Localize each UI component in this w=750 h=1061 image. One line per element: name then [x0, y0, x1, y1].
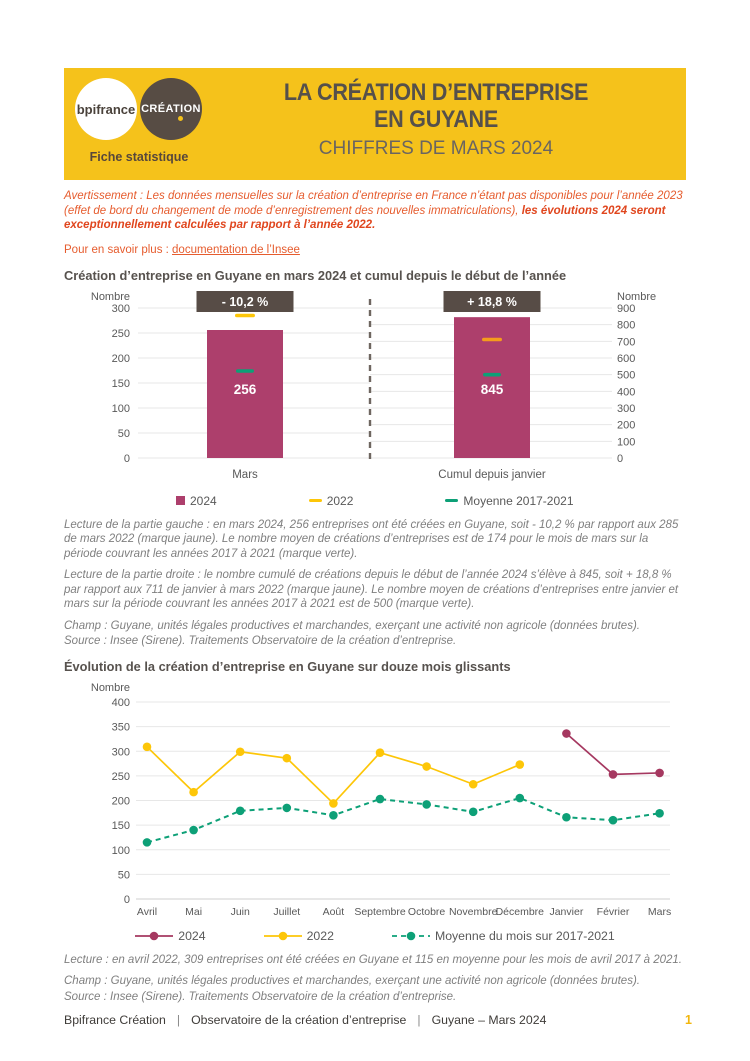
- reading-block-2: [64, 953, 686, 1005]
- creation-logo-dot-icon: [178, 116, 183, 121]
- svg-text:0: 0: [123, 893, 130, 906]
- footer-brand: Bpifrance Création: [64, 1013, 166, 1027]
- legend-item-moyenne-2017-2021: [445, 494, 573, 508]
- svg-text:845: 845: [480, 381, 504, 397]
- line-chart-twelve-months: [64, 682, 686, 943]
- svg-text:300: 300: [617, 402, 636, 415]
- legend-swatch-icon: [264, 930, 302, 942]
- page-title-line1: LA CRÉATION D’ENTREPRISE: [283, 79, 589, 106]
- svg-text:Novembre: Novembre: [448, 905, 498, 918]
- legend-swatch-icon: [135, 930, 173, 942]
- svg-text:150: 150: [111, 377, 130, 390]
- svg-text:Nombre: Nombre: [90, 681, 130, 694]
- svg-text:Avril: Avril: [136, 905, 158, 918]
- reading-block-1: [64, 518, 686, 649]
- footer-separator: |: [176, 1013, 181, 1027]
- svg-text:Nombre: Nombre: [617, 290, 657, 303]
- svg-text:700: 700: [617, 336, 636, 349]
- svg-text:800: 800: [617, 319, 636, 332]
- legend-swatch-icon: [392, 930, 430, 942]
- legend-label: 2022: [326, 493, 354, 508]
- svg-text:Juin: Juin: [230, 905, 250, 918]
- bpifrance-logo-text: bpifrance: [76, 101, 136, 117]
- legend-label: Moyenne 2017-2021: [463, 493, 574, 508]
- svg-text:250: 250: [111, 770, 130, 783]
- svg-text:100: 100: [617, 436, 636, 449]
- footer-observatory: Observatoire de la création d’entreprise: [191, 1013, 407, 1027]
- bar-chart-legend: [176, 494, 686, 508]
- lecture-gauche: Lecture de la partie gauche : en mars 2024, 256 entreprises ont été créées en Guyane, soit - 10,2 % par rapport aux 285 de mars 2022 (marque jaune). Le nombre moyen de créations d’entreprises est de 174 pour le mois de mars sur la période couvrant les années 2017 à 2021 (marque verte).: [64, 518, 679, 560]
- bar-chart-month-and-cumulative: [64, 291, 686, 508]
- svg-text:250: 250: [111, 327, 130, 340]
- bar-chart-canvas: [64, 291, 686, 490]
- svg-text:400: 400: [111, 696, 130, 709]
- legend-label: 2024: [190, 493, 217, 508]
- svg-text:50: 50: [117, 869, 130, 882]
- champ-note-1: Champ : Guyane, unités légales productives et marchandes, exerçant une activité non agricole (données brutes).: [64, 619, 640, 632]
- more-info-label: Pour en savoir plus :: [64, 244, 173, 257]
- lecture-droite: Lecture de la partie droite : le nombre cumulé de créations depuis le début de l’année 2024 s’élève à 845, soit + 18,8 % par rapport aux 711 de janvier à mars 2022 (marque jaune). Le nombre moyen de créations d’entreprises entre janvier et mars sur la période couvrant les années 2017 à 2021 est de 500 (marque verte).: [64, 569, 679, 611]
- svg-text:- 10,2 %: - 10,2 %: [221, 294, 269, 309]
- section1-title: Création d’entreprise en Guyane en mars 2024 et cumul depuis le début de l’année: [64, 267, 567, 283]
- legend-item-2024: [135, 929, 205, 943]
- svg-text:300: 300: [111, 302, 130, 315]
- legend-swatch-icon: [176, 496, 185, 505]
- svg-text:+ 18,8 %: + 18,8 %: [467, 294, 517, 309]
- svg-text:200: 200: [111, 352, 130, 365]
- svg-text:350: 350: [111, 721, 130, 734]
- svg-text:Juillet: Juillet: [273, 905, 301, 918]
- svg-text:Nombre: Nombre: [90, 290, 130, 303]
- warning-bold: les évolutions 2024 seront exceptionnellement calculées par rapport à l’année 2022.: [64, 204, 666, 232]
- svg-text:600: 600: [617, 352, 636, 365]
- svg-text:Octobre: Octobre: [407, 905, 446, 918]
- svg-text:Cumul depuis janvier: Cumul depuis janvier: [438, 468, 546, 481]
- svg-text:300: 300: [111, 746, 130, 759]
- legend-item-2024: [176, 494, 217, 508]
- source-note-2: Source : Insee (Sirene). Traitements Observatoire de la création d’entreprise.: [64, 990, 457, 1003]
- svg-text:Septembre: Septembre: [354, 905, 406, 918]
- footer: [64, 1013, 546, 1027]
- lecture-line-chart: Lecture : en avril 2022, 309 entreprises ont été créées en Guyane et 115 en moyenne pour les mois de avril 2017 à 2021.: [64, 953, 682, 966]
- fiche-statistique-label: Fiche statistique: [89, 150, 189, 164]
- svg-text:0: 0: [123, 452, 130, 465]
- header-band: [64, 68, 686, 180]
- svg-text:Décembre: Décembre: [495, 905, 545, 918]
- page-number: 1: [685, 1013, 692, 1027]
- legend-label: 2024: [178, 928, 206, 943]
- svg-text:0: 0: [617, 452, 624, 465]
- page-subtitle: CHIFFRES DE MARS 2024: [318, 138, 554, 159]
- page: [64, 0, 686, 1011]
- svg-text:Mars: Mars: [232, 468, 258, 481]
- legend-swatch-icon: [445, 499, 458, 502]
- creation-logo-text: CRÉATION: [141, 103, 201, 115]
- section2-title: Évolution de la création d’entreprise en Guyane sur douze mois glissants: [64, 658, 511, 674]
- svg-text:100: 100: [111, 844, 130, 857]
- more-info-line: [64, 244, 686, 256]
- svg-text:Mai: Mai: [185, 905, 203, 918]
- legend-label: Moyenne du mois sur 2017-2021: [434, 928, 615, 943]
- legend-item-2022: [309, 494, 354, 508]
- svg-text:Août: Août: [322, 905, 345, 918]
- svg-text:Mars: Mars: [647, 905, 672, 918]
- insee-documentation-link[interactable]: documentation de l’Insee: [172, 244, 300, 257]
- bpifrance-logo: [75, 78, 137, 140]
- champ-note-2: Champ : Guyane, unités légales productives et marchandes, exerçant une activité non agricole (données brutes).: [64, 975, 640, 988]
- svg-text:Janvier: Janvier: [549, 905, 584, 918]
- svg-text:100: 100: [111, 402, 130, 415]
- title-block: [214, 79, 658, 160]
- svg-text:200: 200: [111, 795, 130, 808]
- legend-swatch-icon: [309, 499, 322, 502]
- footer-region-date: Guyane – Mars 2024: [431, 1013, 547, 1027]
- svg-text:Février: Février: [596, 905, 630, 918]
- line-chart-canvas: [64, 682, 686, 927]
- svg-text:900: 900: [617, 302, 636, 315]
- page-title-line2: EN GUYANE: [373, 106, 499, 133]
- line-chart-legend: [64, 929, 686, 943]
- footer-separator: |: [417, 1013, 421, 1027]
- svg-text:200: 200: [617, 419, 636, 432]
- legend-label: 2022: [306, 928, 334, 943]
- svg-text:500: 500: [617, 369, 636, 382]
- legend-item-moyenne-du-mois-sur-2017-2021: [392, 929, 615, 943]
- warning-intro: Avertissement : Les données mensuelles sur la création d’entreprise en France n’étant pas disponibles pour l’année 2023 (effet de bord du changement de mode d’enregistrement des nouvelles immatriculations),: [64, 190, 683, 217]
- warning-paragraph: [64, 189, 686, 233]
- svg-text:50: 50: [117, 427, 130, 440]
- svg-text:150: 150: [111, 819, 130, 832]
- svg-text:400: 400: [617, 386, 636, 399]
- creation-logo: [140, 78, 202, 140]
- svg-text:256: 256: [233, 381, 257, 397]
- legend-item-2022: [264, 929, 334, 943]
- source-note-1: Source : Insee (Sirene). Traitements Observatoire de la création d’entreprise.: [64, 635, 457, 648]
